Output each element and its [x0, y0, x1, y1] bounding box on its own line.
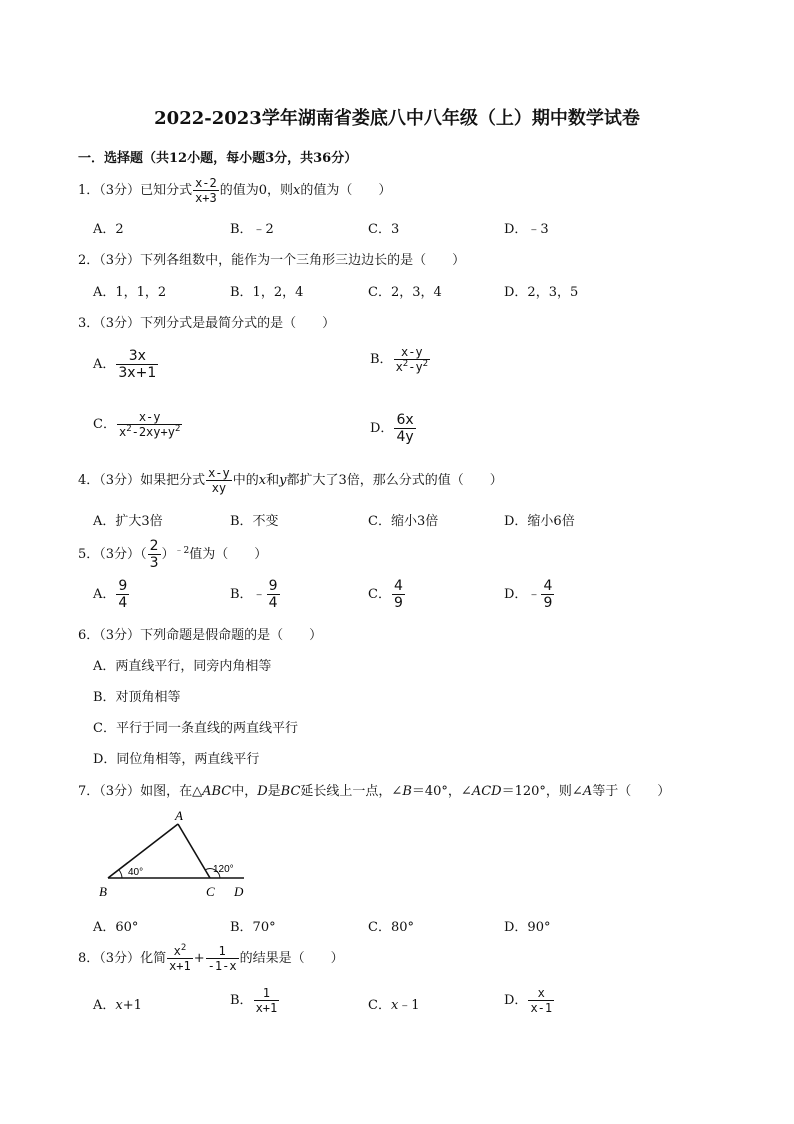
- question-text: 下列分式是最简分式的是（ ）: [140, 316, 336, 331]
- option-label: C．: [368, 587, 391, 602]
- fraction: [167, 944, 193, 973]
- variable: A: [582, 784, 593, 799]
- fraction: [541, 578, 554, 611]
- option-label: A．: [93, 587, 116, 602]
- fraction: [193, 176, 219, 205]
- option-d[interactable]: D．同位角相等，两直线平行: [93, 752, 260, 767]
- option-label: D．: [504, 993, 528, 1008]
- question-score: （3分）: [99, 951, 141, 966]
- fraction: [267, 578, 280, 611]
- vertex-label-c: C: [206, 884, 215, 899]
- option-c[interactable]: C．2，3，4: [368, 285, 442, 300]
- option-c[interactable]: C．80°: [368, 920, 414, 935]
- option-c[interactable]: [368, 578, 406, 611]
- option-d[interactable]: [504, 578, 555, 611]
- question-text: ＝40°，∠: [411, 784, 472, 799]
- question-text: 中，: [231, 784, 258, 799]
- option-d[interactable]: D．2，3，5: [504, 285, 579, 300]
- question-text: 下列命题是假命题的是（ ）: [140, 628, 323, 643]
- question-score: （3分）: [99, 628, 141, 643]
- denominator-part: x: [118, 425, 127, 439]
- denominator: 4: [268, 595, 278, 611]
- option-label: D．: [504, 587, 528, 602]
- option-a[interactable]: A．扩大3倍: [93, 514, 163, 529]
- fraction: [206, 466, 232, 495]
- numerator: 9: [268, 578, 278, 594]
- variable: x: [258, 473, 267, 488]
- option-b[interactable]: B．70°: [230, 920, 276, 935]
- question-6: [78, 624, 322, 643]
- numerator: 2: [149, 538, 159, 554]
- question-text: 的值为（ ）: [300, 183, 392, 198]
- paren-close: ）: [161, 547, 175, 562]
- option-label: C．: [368, 998, 391, 1013]
- option-a[interactable]: [93, 578, 130, 611]
- option-label: B．: [230, 587, 253, 602]
- question-text: 已知分式: [140, 183, 193, 198]
- question-score: （3分）: [99, 473, 141, 488]
- exponent: 2: [180, 943, 187, 953]
- denominator: 3: [149, 555, 159, 571]
- numerator: 3x: [116, 348, 158, 365]
- question-number: 1．: [78, 183, 100, 198]
- exponent: ﹣2: [174, 546, 190, 556]
- option-b[interactable]: B．不变: [230, 514, 279, 529]
- question-text: 如果把分式: [140, 473, 206, 488]
- denominator: [117, 425, 182, 439]
- option-d[interactable]: [504, 986, 555, 1015]
- variable: ABC: [202, 784, 232, 799]
- question-text: 都扩大了3倍，那么分式的值（ ）: [286, 473, 503, 488]
- question-text: 中的: [232, 473, 259, 488]
- numerator: x-2: [195, 176, 217, 190]
- question-number: 3．: [78, 316, 100, 331]
- numerator: x-y: [394, 345, 431, 360]
- fraction: [254, 986, 280, 1015]
- question-number: 8．: [78, 951, 100, 966]
- question-7: [78, 780, 670, 799]
- denominator: x+1: [255, 1001, 278, 1015]
- option-text: ﹣1: [398, 998, 420, 1013]
- numerator: 4: [543, 578, 553, 594]
- denominator: x+1: [169, 959, 191, 973]
- option-d[interactable]: D．缩小6倍: [504, 514, 575, 529]
- numerator: 1: [254, 986, 280, 1001]
- numerator: 6x: [396, 412, 414, 428]
- question-text: 如图，在△: [140, 784, 203, 799]
- question-text: 等于（ ）: [592, 784, 671, 799]
- option-a[interactable]: A．60°: [93, 920, 139, 935]
- option-c[interactable]: C．缩小3倍: [368, 514, 439, 529]
- numerator-part: x: [173, 944, 181, 958]
- option-c[interactable]: C．平行于同一条直线的两直线平行: [93, 721, 298, 736]
- denominator: 4: [118, 595, 128, 611]
- denominator-part: -2xy+y: [131, 425, 175, 439]
- option-c[interactable]: [368, 994, 420, 1013]
- sign: ﹣: [252, 587, 266, 602]
- angle-c-label: 120°: [213, 864, 234, 875]
- variable: y: [279, 473, 287, 488]
- question-text: 和: [266, 473, 280, 488]
- denominator: 9: [543, 595, 553, 611]
- variable: B: [402, 784, 412, 799]
- triangle-figure: [96, 808, 256, 904]
- option-b[interactable]: B．﹣2: [230, 222, 274, 237]
- question-number: 5．: [78, 547, 100, 562]
- denominator: 4y: [396, 429, 414, 445]
- question-text: 延长线上一点，∠: [300, 784, 403, 799]
- question-4: [78, 466, 503, 495]
- question-number: 4．: [78, 473, 100, 488]
- vertex-label-b: B: [99, 884, 107, 899]
- question-score: （3分）: [99, 547, 141, 562]
- question-text: 的结果是（ ）: [239, 951, 344, 966]
- option-label: D．: [370, 421, 394, 436]
- question-5: [78, 538, 267, 571]
- option-d[interactable]: D．90°: [504, 920, 551, 935]
- option-a[interactable]: [93, 348, 159, 381]
- question-text: 下列各组数中，能作为一个三角形三边边长的是（ ）: [140, 253, 466, 268]
- exponent: 2: [422, 359, 429, 369]
- question-2: [78, 249, 465, 268]
- question-number: 2．: [78, 253, 100, 268]
- fraction: [206, 944, 239, 973]
- denominator: x+3: [195, 191, 217, 205]
- fraction: [148, 538, 161, 571]
- paren-open: （: [140, 547, 147, 562]
- question-score: （3分）: [99, 784, 141, 799]
- option-label: C．: [93, 417, 116, 432]
- numerator: x: [528, 986, 554, 1001]
- exponent: 2: [402, 359, 409, 369]
- numerator: 1: [206, 944, 239, 959]
- question-text: ＝120°，则∠: [501, 784, 583, 799]
- question-score: （3分）: [99, 183, 141, 198]
- question-1: [78, 176, 391, 205]
- numerator: 4: [393, 578, 403, 594]
- numerator: x-y: [117, 410, 182, 425]
- option-a[interactable]: A．2: [93, 222, 124, 237]
- option-d[interactable]: D．﹣3: [504, 222, 549, 237]
- option-label: A．: [93, 357, 116, 372]
- question-score: （3分）: [99, 253, 141, 268]
- question-text: 是: [267, 784, 281, 799]
- option-c[interactable]: C．3: [368, 222, 400, 237]
- fraction: [116, 348, 158, 381]
- variable: x: [115, 998, 123, 1013]
- denominator: -1-x: [207, 959, 237, 973]
- option-a[interactable]: A．1，1，2: [93, 285, 167, 300]
- fraction: [116, 578, 129, 611]
- page-title: 2022-2023学年湖南省娄底八中八年级（上）期中数学试卷: [154, 108, 640, 129]
- denominator: x-1: [530, 1001, 553, 1015]
- angle-b-arc: [119, 870, 122, 878]
- question-3: [78, 312, 335, 331]
- question-text: 的值为0，则: [219, 183, 294, 198]
- vertex-label-d: D: [234, 884, 244, 899]
- option-b[interactable]: [370, 345, 431, 374]
- exponent: 2: [126, 424, 132, 434]
- question-number: 7．: [78, 784, 100, 799]
- vertex-label-a: A: [175, 808, 183, 823]
- fraction: [394, 345, 431, 374]
- numerator: x-y: [208, 466, 230, 480]
- variable: D: [257, 784, 268, 799]
- variable: BC: [280, 784, 301, 799]
- exponent: 2: [174, 424, 181, 434]
- variable: x: [293, 183, 301, 198]
- option-b[interactable]: B．1，2，4: [230, 285, 304, 300]
- option-b[interactable]: B．对顶角相等: [93, 690, 181, 705]
- option-b[interactable]: [230, 578, 281, 611]
- option-d[interactable]: [370, 412, 417, 445]
- option-label: B．: [230, 993, 253, 1008]
- section-heading: 一．选择题（共12小题，每小题3分，共36分）: [78, 151, 358, 166]
- question-8: [78, 944, 344, 973]
- denominator-part: x: [395, 360, 403, 374]
- numerator: 9: [118, 578, 128, 594]
- denominator: 9: [393, 595, 403, 611]
- variable: x: [390, 998, 399, 1013]
- plus-sign: +: [193, 951, 205, 966]
- question-text: 值为（ ）: [189, 547, 268, 562]
- fraction: [117, 410, 182, 439]
- option-label: A．: [93, 998, 116, 1013]
- option-c[interactable]: [93, 410, 183, 439]
- sign: ﹣: [527, 587, 541, 602]
- fraction: [394, 412, 415, 445]
- denominator: 3x+1: [118, 365, 157, 381]
- fraction: [528, 986, 554, 1015]
- angle-b-label: 40°: [128, 867, 144, 878]
- numerator: [167, 944, 193, 959]
- option-text: +1: [122, 998, 142, 1013]
- denominator-part: -y: [408, 360, 423, 374]
- option-label: B．: [370, 352, 393, 367]
- fraction: [392, 578, 405, 611]
- denominator: xy: [211, 481, 227, 495]
- question-score: （3分）: [99, 316, 141, 331]
- option-b[interactable]: [230, 986, 280, 1015]
- option-a[interactable]: A．两直线平行，同旁内角相等: [93, 659, 272, 674]
- question-number: 6．: [78, 628, 100, 643]
- variable: ACD: [471, 784, 502, 799]
- option-a[interactable]: [93, 994, 142, 1013]
- question-text: 化简: [140, 951, 167, 966]
- denominator: [394, 360, 431, 374]
